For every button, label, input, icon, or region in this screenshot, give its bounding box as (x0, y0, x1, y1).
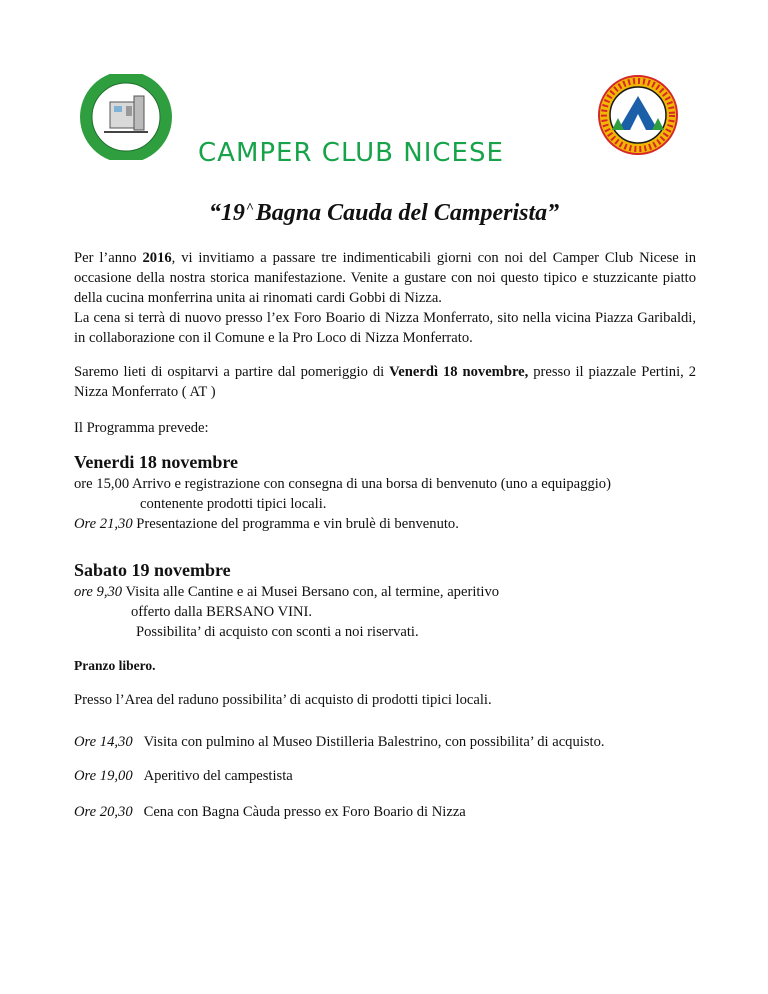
friday-line-2: contenente prodotti tipici locali. (140, 496, 327, 512)
pranzo-libero: Pranzo libero. (74, 658, 156, 673)
saturday-heading: Sabato 19 novembre (74, 560, 231, 580)
friday-heading: Venerdi 18 novembre (74, 452, 238, 472)
saturday-line-3: Possibilita’ di acquisto con sconti a noi riservati. (136, 624, 419, 640)
area-note: Presso l’Area del raduno possibilita’ di acquisto di prodotti tipici locali. (74, 692, 492, 708)
friday-line-3: Ore 21,30 Presentazione del programma e vin brulè di benvenuto. (74, 516, 459, 532)
arrival-paragraph: Saremo lieti di ospitarvi a partire dal pomeriggio di Venerdì 18 novembre, presso il piazzale Pertini, 2 Nizza Monferrato ( AT ) (74, 364, 697, 400)
saturday-line-1: ore 9,30 Visita alle Cantine e ai Musei Bersano con, al termine, aperitivo (74, 584, 500, 600)
event-title: “19^Bagna Cauda del Camperista” (208, 200, 560, 226)
club-title: CAMPER CLUB NICESE (198, 138, 504, 168)
event-1430: Ore 14,30 Visita con pulmino al Museo Distilleria Balestrino, con possibilita’ di acquisto. (74, 734, 605, 750)
saturday-line-2: offerto dalla BERSANO VINI. (131, 604, 313, 620)
event-2030: Ore 20,30 Cena con Bagna Càuda presso ex Foro Boario di Nizza (74, 804, 466, 820)
camper-club-logo (74, 74, 178, 160)
friday-line-1: ore 15,00 Arrivo e registrazione con consegna di una borsa di benvenuto (uno a equipaggio) (74, 476, 611, 492)
event-1900: Ore 19,00 Aperitivo del campestista (74, 768, 293, 784)
federation-logo (588, 74, 688, 156)
intro-paragraph: Per l’anno 2016, vi invitiamo a passare tre indimenticabili giorni con noi del Camper Club Nicese in occasione della nostra storica manifestazione. Venite a gustare con noi questo tipico e stuzzicante piatto della cucina monferrina unita ai rinomati cardi Gobbi di Nizza. La cena si terrà di nuovo presso l’ex Foro Boario di Nizza Monferrato, sito nella vicina Piazza Garibaldi, in collaborazione con il Comune e la Pro Loco di Nizza Monferrato. (74, 250, 696, 346)
program-intro: Il Programma prevede: (74, 420, 209, 436)
